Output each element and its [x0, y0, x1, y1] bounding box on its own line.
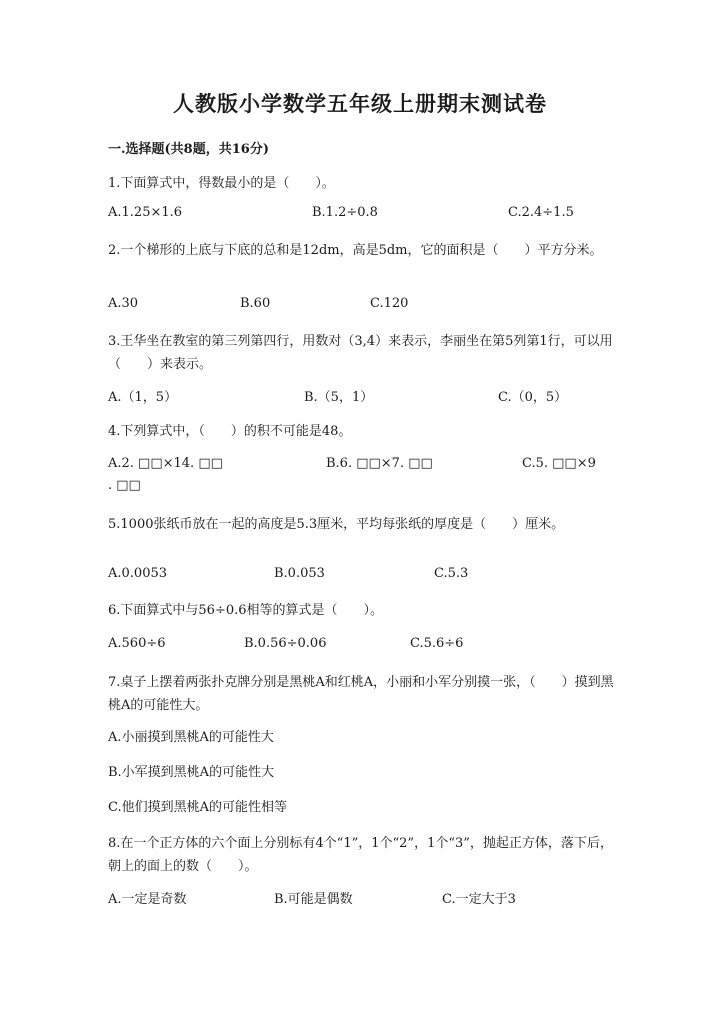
question-3-option-b: B.（5，1）	[304, 390, 374, 405]
question-5-options	[108, 566, 628, 588]
question-8-option-b: B.可能是偶数	[274, 892, 353, 907]
question-3-option-c: C.（0，5）	[498, 390, 568, 405]
question-8-stem: 8.在一个正方体的六个面上分别标有4个“1”，1个“2”，1个“3”，抛起正方体，落下后，朝上的面上的数（ ）。	[108, 836, 613, 874]
question-6-option-b: B.0.56÷0.06	[244, 636, 327, 651]
question-1-option-c: C.2.4÷1.5	[508, 205, 574, 220]
question-4-option-c-continued: . □□	[108, 478, 141, 493]
question-6-stem: 6.下面算式中与56÷0.6相等的算式是（ ）。	[108, 603, 384, 618]
question-6-options	[108, 636, 628, 658]
question-4-stem: 4.下列算式中，（ ）的积不可能是48。	[108, 424, 352, 439]
question-8-options	[108, 888, 628, 910]
question-1-options	[108, 205, 628, 227]
question-3-stem: 3.王华坐在教室的第三列第四行，用数对（3,4）来表示，李丽坐在第5列第1行，可以用（ ）来表示。	[108, 334, 613, 372]
question-5-option-c: C.5.3	[434, 566, 469, 581]
question-5-option-a: A.0.0053	[108, 566, 168, 581]
page-title: 人教版小学数学五年级上册期末测试卷	[173, 91, 547, 116]
question-8-option-c: C.一定大于3	[442, 892, 516, 907]
question-7-stem: 7.桌子上摆着两张扑克牌分别是黑桃A和红桃A，小丽和小军分别摸一张，（ ）摸到黑桃A的可能性大。	[108, 675, 614, 713]
question-1-stem: 1.下面算式中，得数最小的是（ ）。	[108, 176, 335, 191]
question-2-option-b: B.60	[240, 296, 271, 311]
question-3-option-a: A.（1，5）	[108, 390, 178, 405]
section-heading: 一.选择题(共8题，共16分)	[108, 142, 269, 157]
question-5-stem: 5.1000张纸币放在一起的高度是5.3厘米，平均每张纸的厚度是（ ）厘米。	[108, 517, 565, 532]
question-7-option-b: B.小军摸到黑桃A的可能性大	[108, 765, 275, 780]
question-1-option-b: B.1.2÷0.8	[312, 205, 378, 220]
question-4-option-a: A.2. □□×14. □□	[108, 456, 223, 471]
question-4-option-c: C.5. □□×9	[522, 456, 596, 471]
question-1-option-a: A.1.25×1.6	[108, 205, 183, 220]
question-2-option-a: A.30	[108, 296, 139, 311]
question-2-stem: 2.一个梯形的上底与下底的总和是12dm，高是5dm，它的面积是（ ）平方分米。	[108, 243, 603, 258]
question-7-option-c: C.他们摸到黑桃A的可能性相等	[108, 800, 288, 815]
question-2-option-c: C.120	[370, 296, 409, 311]
question-4-options	[108, 456, 628, 478]
question-6-option-a: A.560÷6	[108, 636, 166, 651]
question-7-option-a: A.小丽摸到黑桃A的可能性大	[108, 730, 274, 745]
question-2-options	[108, 296, 628, 318]
question-6-option-c: C.5.6÷6	[410, 636, 464, 651]
question-5-option-b: B.0.053	[274, 566, 325, 581]
question-3-options	[108, 386, 628, 408]
question-4-option-b: B.6. □□×7. □□	[326, 456, 433, 471]
question-8-option-a: A.一定是奇数	[108, 892, 187, 907]
